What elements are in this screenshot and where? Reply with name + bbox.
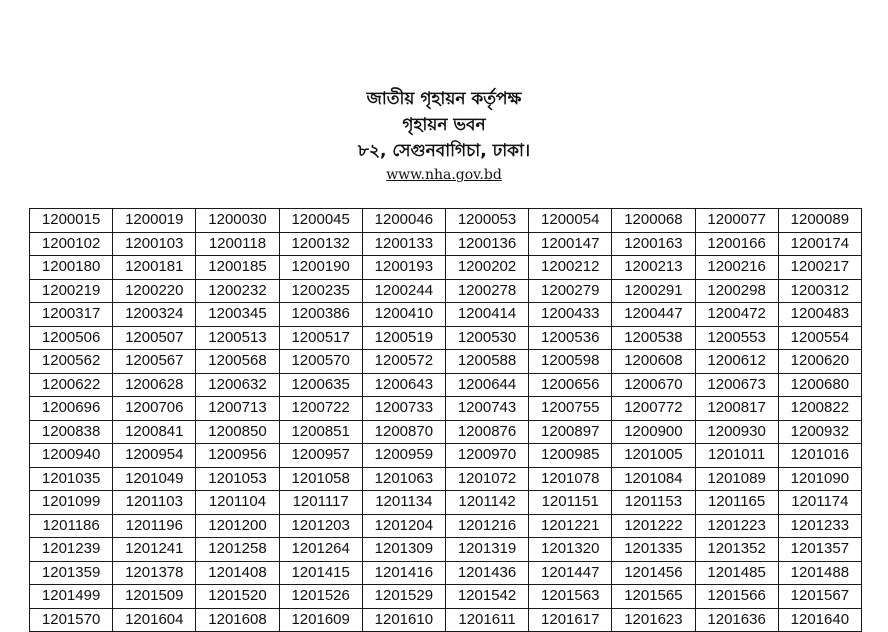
table-cell: 1200410	[362, 303, 445, 327]
table-cell: 1200506	[30, 326, 113, 350]
table-cell: 1200174	[778, 232, 861, 256]
table-cell: 1200643	[362, 373, 445, 397]
table-cell: 1201011	[695, 444, 778, 468]
table-cell: 1200554	[778, 326, 861, 350]
table-cell: 1200567	[113, 350, 196, 374]
table-cell: 1201203	[279, 514, 362, 538]
table-cell: 1200850	[196, 420, 279, 444]
table-row	[30, 467, 862, 491]
table-cell: 1200632	[196, 373, 279, 397]
table-cell: 1201134	[362, 491, 445, 515]
table-cell: 1200220	[113, 279, 196, 303]
table-cell: 1201436	[445, 561, 528, 585]
table-cell: 1200680	[778, 373, 861, 397]
table-cell: 1200743	[445, 397, 528, 421]
table-cell: 1201617	[529, 608, 612, 632]
table-cell: 1200046	[362, 209, 445, 233]
table-cell: 1200298	[695, 279, 778, 303]
table-cell: 1201103	[113, 491, 196, 515]
table-cell: 1201016	[778, 444, 861, 468]
table-row	[30, 608, 862, 632]
table-cell: 1200897	[529, 420, 612, 444]
table-cell: 1200193	[362, 256, 445, 280]
table-cell: 1201640	[778, 608, 861, 632]
table-cell: 1200386	[279, 303, 362, 327]
table-row	[30, 538, 862, 562]
table-cell: 1200181	[113, 256, 196, 280]
table-cell: 1201223	[695, 514, 778, 538]
table-cell: 1200103	[113, 232, 196, 256]
table-cell: 1201153	[612, 491, 695, 515]
table-cell: 1200930	[695, 420, 778, 444]
table-cell: 1200817	[695, 397, 778, 421]
table-cell: 1200956	[196, 444, 279, 468]
table-cell: 1200053	[445, 209, 528, 233]
table-cell: 1200608	[612, 350, 695, 374]
table-cell: 1200588	[445, 350, 528, 374]
table-cell: 1200068	[612, 209, 695, 233]
table-cell: 1201567	[778, 585, 861, 609]
number-table	[29, 208, 862, 632]
table-cell: 1201089	[695, 467, 778, 491]
table-cell: 1201072	[445, 467, 528, 491]
table-cell: 1201447	[529, 561, 612, 585]
table-cell: 1201610	[362, 608, 445, 632]
table-cell: 1201174	[778, 491, 861, 515]
table-cell: 1200279	[529, 279, 612, 303]
table-cell: 1200553	[695, 326, 778, 350]
table-cell: 1200447	[612, 303, 695, 327]
table-cell: 1200656	[529, 373, 612, 397]
table-cell: 1200202	[445, 256, 528, 280]
table-cell: 1201239	[30, 538, 113, 562]
table-cell: 1201416	[362, 561, 445, 585]
table-cell: 1201049	[113, 467, 196, 491]
table-cell: 1200054	[529, 209, 612, 233]
table-cell: 1201509	[113, 585, 196, 609]
table-cell: 1201566	[695, 585, 778, 609]
table-cell: 1201222	[612, 514, 695, 538]
table-cell: 1201570	[30, 608, 113, 632]
table-cell: 1200217	[778, 256, 861, 280]
table-cell: 1201378	[113, 561, 196, 585]
table-cell: 1200959	[362, 444, 445, 468]
table-cell: 1200876	[445, 420, 528, 444]
table-cell: 1200755	[529, 397, 612, 421]
table-cell: 1201221	[529, 514, 612, 538]
table-cell: 1200433	[529, 303, 612, 327]
table-cell: 1200312	[778, 279, 861, 303]
table-cell: 1200722	[279, 397, 362, 421]
table-cell: 1200414	[445, 303, 528, 327]
table-cell: 1201186	[30, 514, 113, 538]
table-cell: 1200517	[279, 326, 362, 350]
table-row	[30, 232, 862, 256]
table-row	[30, 420, 862, 444]
table-cell: 1201529	[362, 585, 445, 609]
table-cell: 1200507	[113, 326, 196, 350]
table-row	[30, 326, 862, 350]
table-cell: 1200713	[196, 397, 279, 421]
table-cell: 1200232	[196, 279, 279, 303]
table-cell: 1200278	[445, 279, 528, 303]
table-cell: 1200572	[362, 350, 445, 374]
address: ৮২, সেগুনবাগিচা, ঢাকা।	[357, 141, 531, 161]
table-cell: 1200136	[445, 232, 528, 256]
table-cell: 1200190	[279, 256, 362, 280]
document-header	[0, 86, 888, 186]
table-cell: 1200772	[612, 397, 695, 421]
table-cell: 1201456	[612, 561, 695, 585]
table-cell: 1201319	[445, 538, 528, 562]
table-cell: 1201604	[113, 608, 196, 632]
table-cell: 1200089	[778, 209, 861, 233]
table-cell: 1200957	[279, 444, 362, 468]
table-cell: 1200077	[695, 209, 778, 233]
table-cell: 1201611	[445, 608, 528, 632]
table-cell: 1200132	[279, 232, 362, 256]
org-name: জাতীয় গৃহায়ন কর্তৃপক্ষ	[366, 89, 522, 109]
table-cell: 1200622	[30, 373, 113, 397]
table-cell: 1201142	[445, 491, 528, 515]
table-cell: 1201241	[113, 538, 196, 562]
table-cell: 1201608	[196, 608, 279, 632]
table-cell: 1200102	[30, 232, 113, 256]
table-row	[30, 514, 862, 538]
table-cell: 1201078	[529, 467, 612, 491]
table-cell: 1200147	[529, 232, 612, 256]
table-cell: 1200841	[113, 420, 196, 444]
table-cell: 1200219	[30, 279, 113, 303]
table-cell: 1201359	[30, 561, 113, 585]
building-name: গৃহায়ন ভবন	[402, 115, 486, 135]
table-cell: 1200570	[279, 350, 362, 374]
table-cell: 1201258	[196, 538, 279, 562]
table-cell: 1200519	[362, 326, 445, 350]
table-cell: 1201005	[612, 444, 695, 468]
table-cell: 1200244	[362, 279, 445, 303]
table-cell: 1200940	[30, 444, 113, 468]
table-cell: 1200900	[612, 420, 695, 444]
table-cell: 1201520	[196, 585, 279, 609]
table-cell: 1200015	[30, 209, 113, 233]
table-cell: 1200851	[279, 420, 362, 444]
table-cell: 1200635	[279, 373, 362, 397]
table-cell: 1200536	[529, 326, 612, 350]
table-cell: 1200696	[30, 397, 113, 421]
table-cell: 1200985	[529, 444, 612, 468]
table-cell: 1201309	[362, 538, 445, 562]
table-cell: 1200513	[196, 326, 279, 350]
table-cell: 1201526	[279, 585, 362, 609]
table-row	[30, 279, 862, 303]
table-cell: 1200838	[30, 420, 113, 444]
table-body	[30, 209, 862, 632]
table-cell: 1201204	[362, 514, 445, 538]
table-cell: 1201565	[612, 585, 695, 609]
table-row	[30, 209, 862, 233]
table-cell: 1200185	[196, 256, 279, 280]
table-cell: 1200045	[279, 209, 362, 233]
table-cell: 1201499	[30, 585, 113, 609]
table-cell: 1201609	[279, 608, 362, 632]
table-cell: 1200538	[612, 326, 695, 350]
table-cell: 1201151	[529, 491, 612, 515]
table-cell: 1200932	[778, 420, 861, 444]
table-cell: 1200822	[778, 397, 861, 421]
table-cell: 1200644	[445, 373, 528, 397]
table-cell: 1201542	[445, 585, 528, 609]
table-cell: 1200118	[196, 232, 279, 256]
table-cell: 1200212	[529, 256, 612, 280]
table-cell: 1200733	[362, 397, 445, 421]
table-row	[30, 585, 862, 609]
table-row	[30, 373, 862, 397]
table-cell: 1201058	[279, 467, 362, 491]
table-cell: 1201196	[113, 514, 196, 538]
table-cell: 1201352	[695, 538, 778, 562]
table-cell: 1200598	[529, 350, 612, 374]
table-cell: 1201090	[778, 467, 861, 491]
table-cell: 1200324	[113, 303, 196, 327]
table-cell: 1201099	[30, 491, 113, 515]
table-cell: 1201563	[529, 585, 612, 609]
table-cell: 1201623	[612, 608, 695, 632]
table-cell: 1201104	[196, 491, 279, 515]
table-cell: 1201233	[778, 514, 861, 538]
table-cell: 1200180	[30, 256, 113, 280]
table-cell: 1201053	[196, 467, 279, 491]
website-link[interactable]: www.nha.gov.bd	[386, 167, 502, 183]
table-cell: 1200216	[695, 256, 778, 280]
table-cell: 1200317	[30, 303, 113, 327]
table-cell: 1200562	[30, 350, 113, 374]
table-cell: 1200030	[196, 209, 279, 233]
table-cell: 1201264	[279, 538, 362, 562]
table-cell: 1200628	[113, 373, 196, 397]
table-cell: 1200870	[362, 420, 445, 444]
table-cell: 1200706	[113, 397, 196, 421]
table-cell: 1200019	[113, 209, 196, 233]
table-cell: 1200612	[695, 350, 778, 374]
table-cell: 1201200	[196, 514, 279, 538]
table-row	[30, 256, 862, 280]
table-cell: 1201117	[279, 491, 362, 515]
table-cell: 1201035	[30, 467, 113, 491]
table-cell: 1201485	[695, 561, 778, 585]
table-cell: 1200163	[612, 232, 695, 256]
table-cell: 1201063	[362, 467, 445, 491]
table-cell: 1201415	[279, 561, 362, 585]
allotment-number-table	[29, 208, 862, 632]
table-row	[30, 491, 862, 515]
table-cell: 1201084	[612, 467, 695, 491]
table-row	[30, 303, 862, 327]
table-cell: 1200133	[362, 232, 445, 256]
table-cell: 1200970	[445, 444, 528, 468]
table-row	[30, 561, 862, 585]
table-cell: 1200345	[196, 303, 279, 327]
table-row	[30, 397, 862, 421]
table-cell: 1201488	[778, 561, 861, 585]
table-cell: 1201335	[612, 538, 695, 562]
table-cell: 1201216	[445, 514, 528, 538]
table-cell: 1200213	[612, 256, 695, 280]
table-cell: 1200530	[445, 326, 528, 350]
table-row	[30, 350, 862, 374]
table-cell: 1200673	[695, 373, 778, 397]
table-cell: 1201357	[778, 538, 861, 562]
table-cell: 1200291	[612, 279, 695, 303]
table-cell: 1201636	[695, 608, 778, 632]
table-cell: 1200620	[778, 350, 861, 374]
table-cell: 1200472	[695, 303, 778, 327]
table-cell: 1201165	[695, 491, 778, 515]
table-cell: 1200954	[113, 444, 196, 468]
table-cell: 1200235	[279, 279, 362, 303]
table-cell: 1200670	[612, 373, 695, 397]
table-cell: 1200166	[695, 232, 778, 256]
table-row	[30, 444, 862, 468]
table-cell: 1200568	[196, 350, 279, 374]
table-cell: 1201320	[529, 538, 612, 562]
table-cell: 1200483	[778, 303, 861, 327]
table-cell: 1201408	[196, 561, 279, 585]
